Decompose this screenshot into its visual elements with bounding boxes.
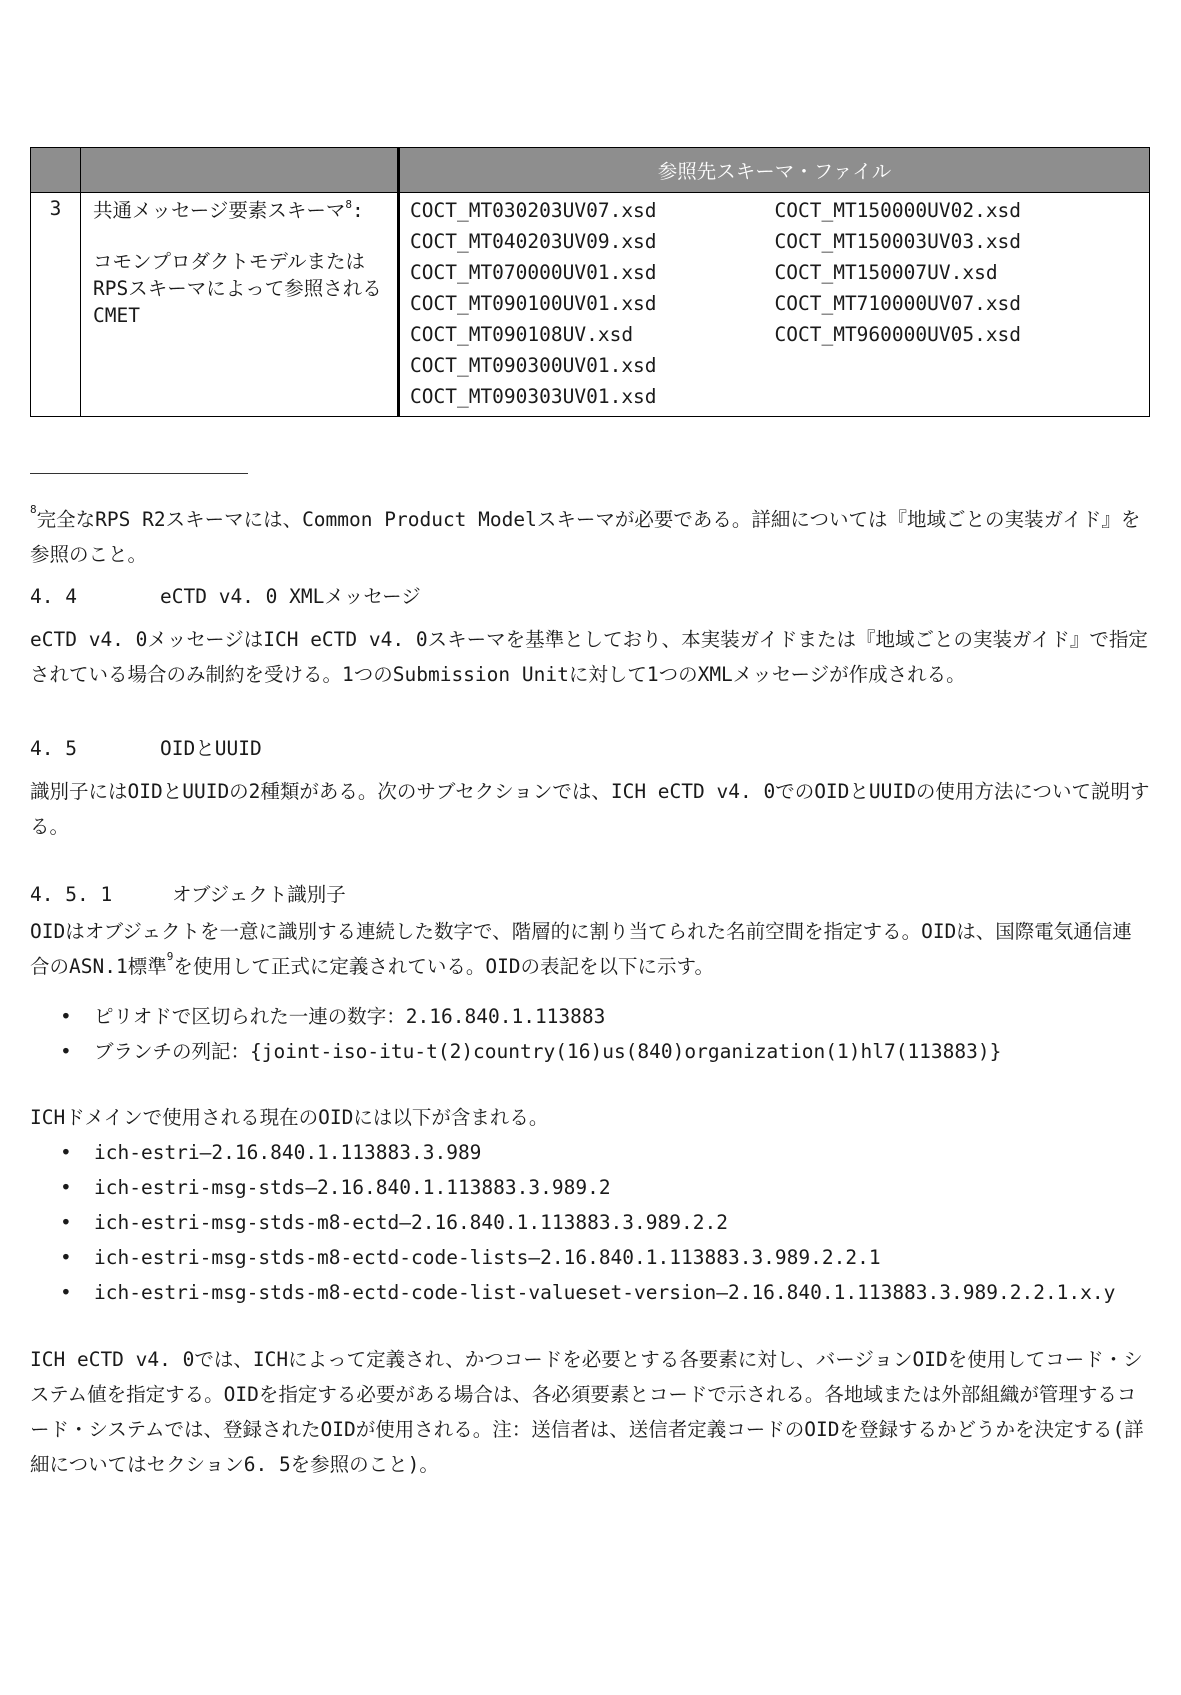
schema-file-name: COCT_MT960000UV05.xsd bbox=[774, 323, 1022, 346]
footnote-ref-8[interactable]: 8 bbox=[345, 198, 352, 211]
header-blank-1 bbox=[31, 148, 81, 193]
bullet-icon: • bbox=[60, 1176, 72, 1199]
schema-reference-table bbox=[30, 147, 1150, 417]
schema-file-name: COCT_MT090108UV.xsd bbox=[410, 323, 634, 346]
schema-file-name: COCT_MT070000UV01.xsd bbox=[410, 261, 657, 284]
section-4-5-1-heading: 4. 5. 1 オブジェクト識別子 bbox=[30, 883, 346, 906]
schema-file-name: COCT_MT030203UV07.xsd bbox=[410, 199, 657, 222]
schema-file-name: COCT_MT150000UV02.xsd bbox=[774, 199, 1022, 222]
files-column-2 bbox=[775, 195, 1140, 412]
section-4-4-body: eCTD v4. 0メッセージはICH eCTD v4. 0スキーマを基準としており、本実装ガイドまたは『地域ごとの実装ガイド』で指定されている場合のみ制約を受ける。1つのSubmission Unitに対して1つのXMLメッセージが作成される。 bbox=[30, 628, 1148, 686]
list-item bbox=[60, 1034, 1001, 1069]
ich-oid-list bbox=[60, 1135, 1115, 1310]
bullet-icon: • bbox=[60, 1211, 72, 1234]
header-reference-files: 参照先スキーマ・ファイル bbox=[399, 148, 1150, 193]
section-4-5-heading: 4. 5 OIDとUUID bbox=[30, 737, 262, 760]
list-item bbox=[60, 1275, 1115, 1310]
list-item-text: ピリオドで区切られた一連の数字：2.16.840.1.113883 bbox=[94, 1005, 606, 1028]
section-4-5-body: 識別子にはOIDとUUIDの2種類がある。次のサブセクションでは、ICH eCTD v4. 0でのOIDとUUIDの使用方法について説明する。 bbox=[30, 780, 1150, 838]
list-item-text: ich-estri-msg-stds-m8-ectd-code-lists―2.16.840.1.113883.3.989.2.2.1 bbox=[94, 1246, 881, 1269]
bullet-icon: • bbox=[60, 1005, 72, 1028]
bullet-icon: • bbox=[60, 1141, 72, 1164]
row-number: 3 bbox=[31, 193, 81, 417]
oid-notation-list bbox=[60, 999, 1001, 1069]
list-item bbox=[60, 1135, 1115, 1170]
footnote-divider bbox=[30, 473, 248, 474]
list-item-text: ブランチの列記：{joint-iso-itu-t(2)country(16)us(840)organization(1)hl7(113883)} bbox=[94, 1040, 1002, 1063]
section-4-4-heading: 4. 4 eCTD v4. 0 XMLメッセージ bbox=[30, 585, 421, 608]
ich-oid-intro: ICHドメインで使用される現在のOIDには以下が含まれる。 bbox=[30, 1106, 549, 1129]
schema-file-name: COCT_MT090300UV01.xsd bbox=[410, 354, 657, 377]
schema-file-name: COCT_MT040203UV09.xsd bbox=[410, 230, 657, 253]
closing-paragraph: ICH eCTD v4. 0では、ICHによって定義され、かつコードを必要とする各要素に対し、バージョンOIDを使用してコード・システム値を指定する。OIDを指定する必要がある場合は、各必須要素とコードで示される。各地域または外部組織が管理するコード・システムでは、登録されたOIDが使用される。注：送信者は、送信者定義コードのOIDを登録するかどうかを決定する(詳細についてはセクション6. 5を参照のこと)。 bbox=[30, 1348, 1144, 1476]
files-column-1 bbox=[410, 195, 775, 412]
schema-file-name: COCT_MT150007UV.xsd bbox=[774, 261, 998, 284]
list-item bbox=[60, 1170, 1115, 1205]
row-description-cell bbox=[81, 193, 399, 417]
table-row bbox=[31, 193, 1150, 417]
bullet-icon: • bbox=[60, 1040, 72, 1063]
list-item bbox=[60, 1205, 1115, 1240]
list-item-text: ich-estri―2.16.840.1.113883.3.989 bbox=[94, 1141, 482, 1164]
bullet-icon: • bbox=[60, 1281, 72, 1304]
row-files-cell bbox=[399, 193, 1150, 417]
row-title: 共通メッセージ要素スキーマ$^8$: bbox=[93, 198, 364, 222]
header-blank-2 bbox=[81, 148, 399, 193]
footnote-8: $^8$完全なRPS R2スキーマには、Common Product Modelスキーマが必要である。詳細については『地域ごとの実装ガイド』を参照のこと。 bbox=[30, 503, 1141, 566]
schema-file-name: COCT_MT090303UV01.xsd bbox=[410, 385, 657, 408]
list-item-text: ich-estri-msg-stds-m8-ectd-code-list-valueset-version―2.16.840.1.113883.3.989.2.2.1.x.y bbox=[94, 1281, 1116, 1304]
list-item-text: ich-estri-msg-stds-m8-ectd―2.16.840.1.113883.3.989.2.2 bbox=[94, 1211, 728, 1234]
row-description: コモンプロダクトモデルまたはRPSスキーマによって参照されるCMET bbox=[93, 250, 382, 327]
list-item bbox=[60, 999, 1001, 1034]
bullet-icon: • bbox=[60, 1246, 72, 1269]
section-4-5-1-body: OIDはオブジェクトを一意に識別する連続した数字で、階層的に割り当てられた名前空間を指定する。OIDは、国際電気通信連合のASN.1標準$^9$を使用して正式に定義されている。OIDの表記を以下に示す。 bbox=[30, 920, 1132, 978]
schema-file-name: COCT_MT150003UV03.xsd bbox=[774, 230, 1022, 253]
list-item bbox=[60, 1240, 1115, 1275]
schema-file-name: COCT_MT090100UV01.xsd bbox=[410, 292, 657, 315]
list-item-text: ich-estri-msg-stds―2.16.840.1.113883.3.989.2 bbox=[94, 1176, 611, 1199]
schema-file-name: COCT_MT710000UV07.xsd bbox=[774, 292, 1022, 315]
table-header-row bbox=[31, 148, 1150, 193]
footnote-ref-9[interactable]: 9 bbox=[166, 950, 174, 963]
